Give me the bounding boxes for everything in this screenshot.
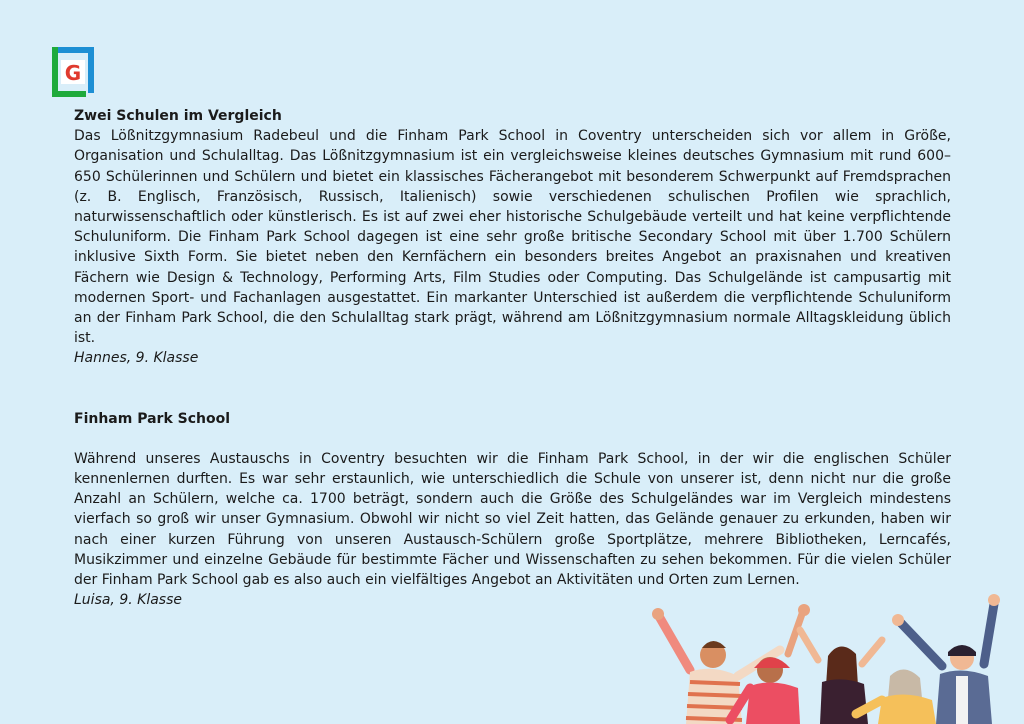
article xyxy=(74,106,951,610)
section-heading-finham: Finham Park School xyxy=(74,410,231,427)
section-body-finham: Während unseres Austauschs in Coventry besuchten wir die Finham Park School, in der wir die englischen Schüler kennenlernen durften. Es war sehr erstaunlich, wie unterschiedlich die Schule von unserer ist, denn nicht nur die große Anzahl an Schülern, welche ca. 1700 beträgt, sondern auch die Größe des Schulgeländes war im Vergleich mindestens vierfach so groß wir unser Gymnasium. Obwohl wir nicht so viel Zeit hatten, das Gelände genauer zu erkunden, haben wir nach einer kurzen Führung von unseren Austausch-Schülern große Sportplätze, mehrere Bibliotheken, Lerncafés, Musikzimmer und einzelne Gebäude für bestimmte Fächer und Wissenschaften zu sehen bekommen. Für die vielen Schüler der Finham Park School gab es also auch ein vielfältiges Angebot an Aktivitäten und Orten zum Lernen. xyxy=(74,450,951,589)
section-heading-comparison: Zwei Schulen im Vergleich xyxy=(74,108,282,124)
author-luisa: Luisa, 9. Klasse xyxy=(74,592,182,609)
cheering-people-illustration xyxy=(650,590,1024,724)
logo-letter: G xyxy=(64,61,82,85)
school-logo-icon xyxy=(47,46,97,98)
author-hannes: Hannes, 9. Klasse xyxy=(74,350,199,367)
section-body-comparison: Das Lößnitzgymnasium Radebeul und die Finham Park School in Coventry unterscheiden sich vor allem in Größe, Organisation und Schulalltag. Das Lößnitzgymnasium ist ein vergleichsweise kleines deutsches Gymnasium mit rund 600–650 Schülerinnen und Schülern und bietet ein klassisches Fächerangebot mit besonderem Schwerpunkt auf Fremdsprachen (z. B. Englisch, Französisch, Russisch, Italienisch) sowie verschiedenen schulischen Profilen wie sprachlich, naturwissenschaftlich oder künstlerisch. Es ist auf zwei eher historische Schulgebäude verteilt und hat keine verpflichtende Schuluniform. Die Finham Park School dagegen ist eine sehr große britische Secondary School mit über 1.700 Schülern inklusive Sixth Form. Sie bietet neben den Kernfächern ein besonders breites Angebot an praxisnahen und kreativen Fächern wie Design & Technology, Performing Arts, Film Studies oder Computing. Das Schulgelände ist campusartig mit modernen Sport- und Fachanlagen ausgestattet. Ein markanter Unterschied ist außerdem die verpflichtende Schuluniform an der Finham Park School, die den Schulalltag stark prägt, während am Lößnitzgymnasium normale Alltagskleidung üblich ist. xyxy=(74,128,951,347)
